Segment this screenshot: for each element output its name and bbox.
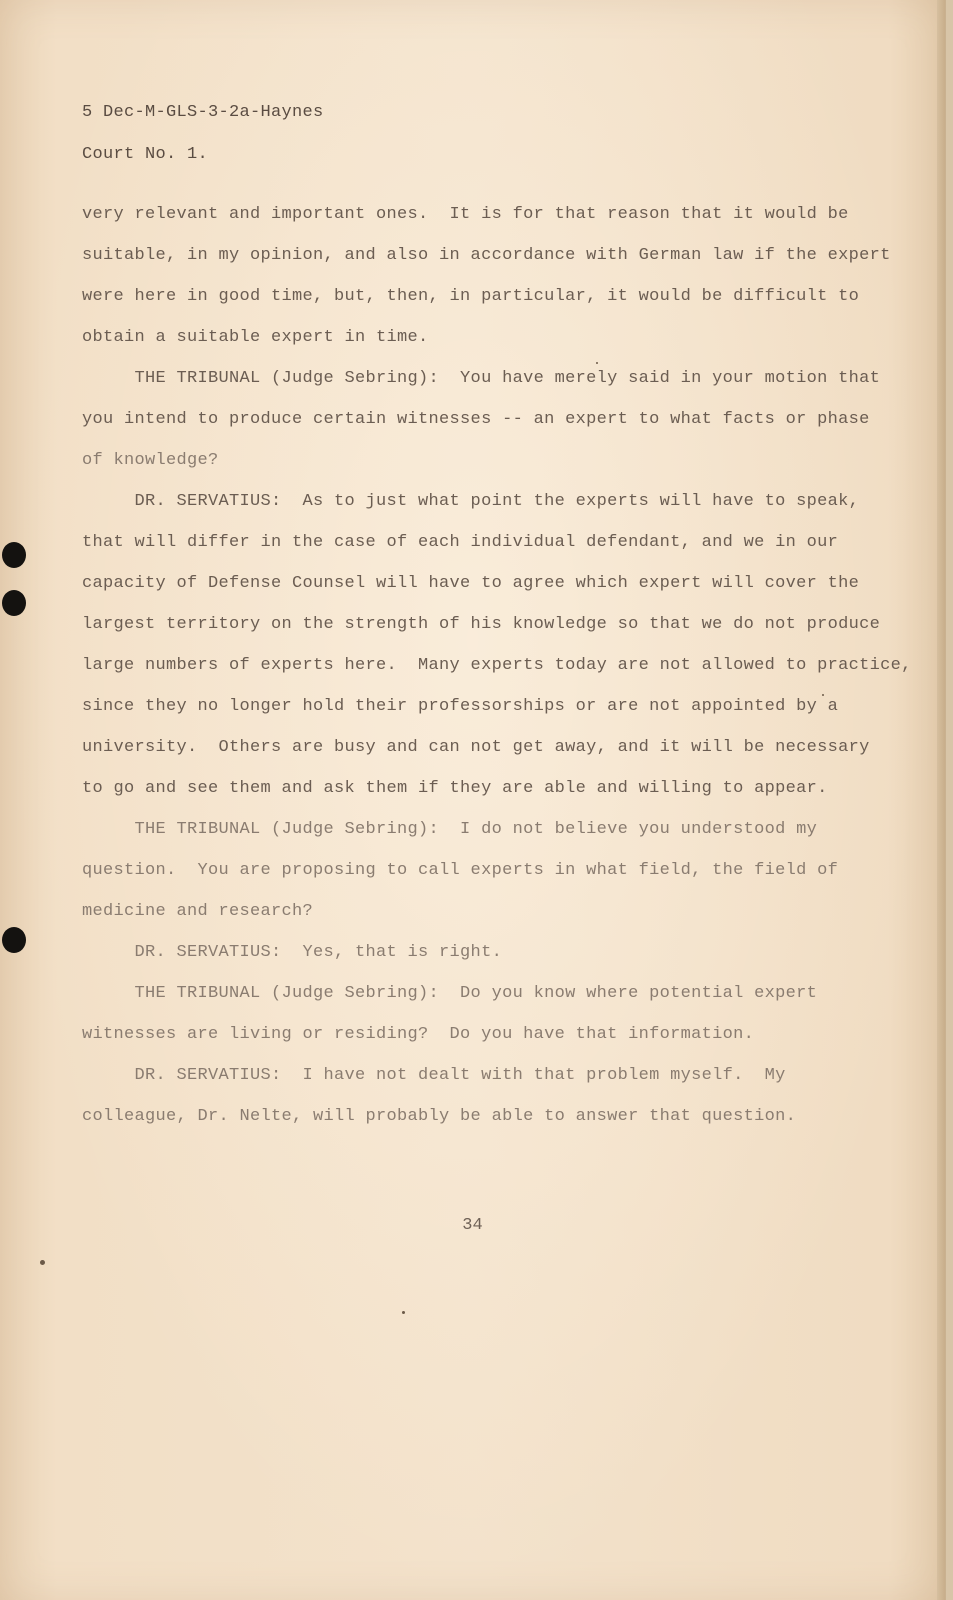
- text-line: suitable, in my opinion, and also in accordance with German law if the expert: [82, 246, 891, 265]
- text-line: largest territory on the strength of his knowledge so that we do not produce: [82, 615, 881, 634]
- text-line: THE TRIBUNAL (Judge Sebring): Do you know where potential expert: [82, 984, 818, 1003]
- text-line: DR. SERVATIUS: I have not dealt with that problem myself. My: [82, 1066, 786, 1085]
- text-line: of knowledge?: [82, 451, 219, 470]
- text-line: to go and see them and ask them if they are able and willing to appear.: [82, 779, 828, 798]
- document-id: 5 Dec-M-GLS-3-2a-Haynes: [82, 103, 324, 122]
- paper-speck: [822, 694, 824, 696]
- text-line: medicine and research?: [82, 902, 314, 921]
- text-line: DR. SERVATIUS: As to just what point the experts will have to speak,: [82, 492, 860, 511]
- text-line: capacity of Defense Counsel will have to agree which expert will cover the: [82, 574, 860, 593]
- text-line: witnesses are living or residing? Do you have that information.: [82, 1025, 755, 1044]
- text-line: large numbers of experts here. Many experts today are not allowed to practice,: [82, 656, 912, 675]
- binder-hole: [2, 542, 26, 568]
- text-line: you intend to produce certain witnesses -- an expert to what facts or phase: [82, 410, 870, 429]
- text-line: THE TRIBUNAL (Judge Sebring): You have merely said in your motion that: [82, 369, 881, 388]
- text-line: colleague, Dr. Nelte, will probably be able to answer that question.: [82, 1107, 797, 1126]
- paper-speck: [596, 362, 598, 364]
- text-line: university. Others are busy and can not get away, and it will be necessary: [82, 738, 870, 757]
- binder-hole: [2, 590, 26, 616]
- text-line: obtain a suitable expert in time.: [82, 328, 429, 347]
- binder-hole: [2, 927, 26, 953]
- paper-speck: [402, 1311, 405, 1314]
- text-line: THE TRIBUNAL (Judge Sebring): I do not believe you understood my: [82, 820, 818, 839]
- text-line: question. You are proposing to call experts in what field, the field of: [82, 861, 839, 880]
- text-line: were here in good time, but, then, in particular, it would be difficult to: [82, 287, 860, 306]
- text-line: very relevant and important ones. It is for that reason that it would be: [82, 205, 849, 224]
- court-label: Court No. 1.: [82, 145, 209, 164]
- page-number: 34: [462, 1216, 483, 1235]
- page-edge: [937, 0, 945, 1600]
- text-line: since they no longer hold their professorships or are not appointed by a: [82, 697, 839, 716]
- text-line: that will differ in the case of each individual defendant, and we in our: [82, 533, 839, 552]
- text-line: DR. SERVATIUS: Yes, that is right.: [82, 943, 503, 962]
- paper-speck: [40, 1260, 45, 1265]
